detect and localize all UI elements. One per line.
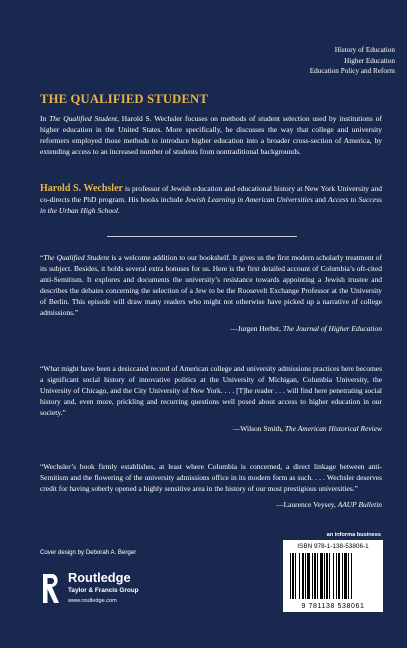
barcode-icon	[288, 553, 378, 601]
publisher-url: www.routledge.com	[68, 598, 117, 604]
publisher-name: Routledge	[68, 570, 131, 585]
bio-book-2: Access to Success in the Urban High School	[40, 195, 382, 215]
isbn-label: ISBN 978-1-138-53806-1	[297, 543, 369, 550]
quote-attribution	[40, 499, 382, 510]
review-source: The American Historical Review	[284, 424, 382, 433]
review-quote	[40, 461, 382, 510]
review-quote	[40, 252, 382, 334]
bio-conjunction: and	[312, 195, 328, 204]
bio-end: .	[117, 206, 120, 215]
quote-body: is a welcome addition to our bookshelf. It gives us the first modern scholarly treatment of its subject. Besides, it holds several extra bonuses for us. Here is the first detailed account of Columbia’s oft-cited anti-Semitism. It explores and documents the university’s resistance towards appointing a Jewish trustee and describes the debates concerning the selection of a Jew to be the Roosevelt Exchange Professor at the University of Berlin. This episode will draw many readers who might not otherwise have picked up a narrative of college admissions.”	[40, 253, 383, 317]
description-book-title: The Qualified Student	[49, 114, 118, 123]
publisher-block	[40, 570, 180, 620]
bio-text: is professor of Jewish education and educational history at New York University and co-directs the PhD program. His books include	[40, 184, 382, 204]
reviewer-name: —Laurence Veysey,	[276, 500, 338, 509]
description-prefix: In	[40, 114, 50, 123]
bio-book-1: Jewish Learning in American Universities	[184, 195, 313, 204]
quote-book-title: The Qualified Student	[43, 253, 110, 262]
book-description	[40, 113, 382, 157]
routledge-logo-icon	[40, 572, 62, 606]
reviewer-name: —Wilson Smith,	[232, 424, 285, 433]
barcode-digits: 9 781138 538061	[301, 603, 365, 610]
subject-category: Education Policy and Reform	[309, 67, 395, 75]
description-text: , Harold S. Wechsler focuses on methods of student selection used by institutions of higher education in the United States. More specifically, he discusses the way that college and university reformers employed those methods to introduce higher education into a broader cross-section of America, by extending access to an increased number of students from nontraditional backgrounds.	[40, 114, 382, 156]
quote-text	[40, 252, 382, 318]
book-title: THE QUALIFIED STUDENT	[40, 92, 208, 106]
author-bio	[40, 183, 382, 216]
divider	[107, 236, 297, 237]
review-quote	[40, 363, 382, 434]
quote-body: “Wechsler’s book firmly establishes, at least where Columbia is concerned, a direct linkage between anti-Semitism and the flowering of the university admissions office in its modern form as such. . . . Wechsler deserves credit for having soberly opened a highly sensitive area in the history of our most prestigious universities.”	[40, 462, 382, 493]
review-source: AAUP Bulletin	[337, 500, 382, 509]
subject-categories	[310, 45, 395, 77]
quote-attribution	[40, 423, 382, 434]
subject-category: History of Education	[334, 46, 395, 54]
quote-text	[40, 461, 382, 494]
quote-open: “	[40, 253, 44, 262]
publisher-group: Taylor & Francis Group	[68, 587, 139, 594]
quote-body: “What might have been a desiccated record of American college and university admissions practices here becomes a significant social history of innovative politics at the University of Michigan, Columbia University, the University of Chicago, and the City University of New York. . . . [T]he reader . . . will find here penetrating social history and, even more, prickling and recurring questions well posed about access to higher education in our society.”	[40, 364, 382, 417]
quote-attribution	[40, 323, 382, 334]
review-source: The Journal of Higher Education	[282, 324, 382, 333]
author-name: Harold S. Wechsler	[40, 183, 123, 194]
reviewer-name: —Jurgen Herbst,	[230, 324, 283, 333]
quote-text	[40, 363, 382, 418]
cover-design-credit: Cover design by Deborah A. Berger	[40, 549, 137, 556]
subject-category: Higher Education	[344, 56, 395, 65]
isbn-barcode	[283, 540, 383, 612]
informa-business-label: an informa business	[326, 532, 381, 538]
